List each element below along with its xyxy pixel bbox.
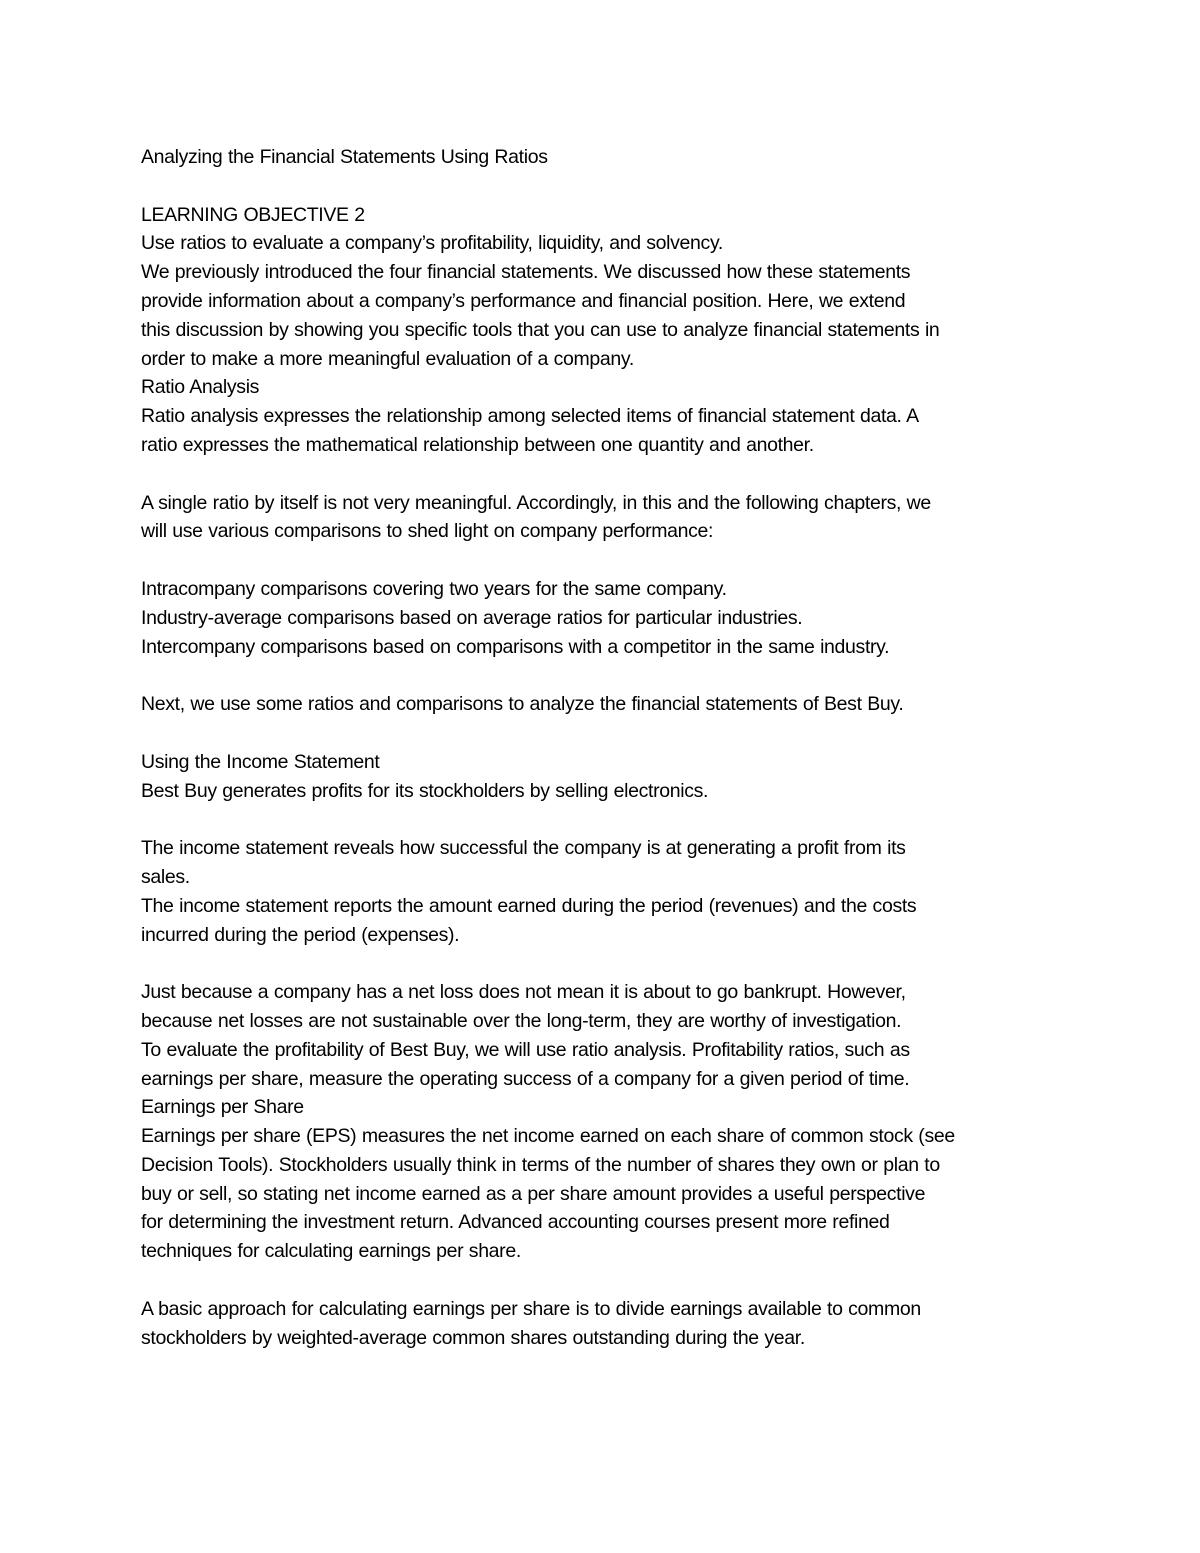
text-line: We previously introduced the four financial statements. We discussed how these statements: [141, 261, 911, 284]
text-line: Just because a company has a net loss does not mean it is about to go bankrupt. However,: [141, 981, 906, 1004]
blank-line: [141, 949, 1076, 978]
comparison-item: Intracompany comparisons covering two years for the same company.: [141, 577, 727, 600]
blank-line: [141, 661, 1076, 690]
text-line: Decision Tools). Stockholders usually think in terms of the number of shares they own or plan to: [141, 1153, 940, 1176]
blank-line: [141, 719, 1076, 748]
section-heading-income-statement: Using the Income Statement: [141, 750, 380, 773]
text-line: Use ratios to evaluate a company’s profitability, liquidity, and solvency.: [141, 232, 723, 255]
text-line: ratio expresses the mathematical relationship between one quantity and another.: [141, 433, 814, 456]
text-line: provide information about a company’s performance and financial position. Here, we extend: [141, 289, 906, 312]
blank-line: [141, 172, 1076, 201]
text-line: To evaluate the profitability of Best Buy, we will use ratio analysis. Profitability ratios, such as: [141, 1038, 910, 1061]
text-line: Best Buy generates profits for its stockholders by selling electronics.: [141, 779, 709, 802]
text-line: buy or sell, so stating net income earned as a per share amount provides a useful perspective: [141, 1182, 926, 1205]
text-line: earnings per share, measure the operating success of a company for a given period of time.: [141, 1067, 910, 1090]
document-title: Analyzing the Financial Statements Using Ratios: [141, 146, 548, 168]
text-line: Next, we use some ratios and comparisons to analyze the financial statements of Best Buy.: [141, 693, 904, 716]
blank-line: [141, 546, 1076, 575]
text-line: The income statement reports the amount earned during the period (revenues) and the costs: [141, 894, 917, 917]
blank-line: [141, 805, 1076, 834]
text-line: Ratio analysis expresses the relationship among selected items of financial statement data. A: [141, 405, 919, 428]
text-line: this discussion by showing you specific tools that you can use to analyze financial statements in: [141, 318, 940, 341]
section-heading-ratio-analysis: Ratio Analysis: [141, 376, 260, 399]
text-line: incurred during the period (expenses).: [141, 923, 460, 946]
text-line: sales.: [141, 865, 190, 888]
text-line: Earnings per share (EPS) measures the net income earned on each share of common stock (see: [141, 1125, 955, 1148]
comparison-item: Industry-average comparisons based on average ratios for particular industries.: [141, 606, 803, 629]
text-line: stockholders by weighted-average common shares outstanding during the year.: [141, 1326, 805, 1349]
text-line: order to make a more meaningful evaluation of a company.: [141, 347, 634, 370]
text-line: A single ratio by itself is not very meaningful. Accordingly, in this and the following chapters, we: [141, 491, 931, 514]
learning-objective-heading: LEARNING OBJECTIVE 2: [141, 203, 365, 226]
text-line: will use various comparisons to shed light on company performance:: [141, 520, 714, 543]
blank-line: [141, 1266, 1076, 1295]
text-line: because net losses are not sustainable over the long-term, they are worthy of investigation.: [141, 1009, 902, 1032]
text-line: for determining the investment return. Advanced accounting courses present more refined: [141, 1211, 890, 1234]
text-line: techniques for calculating earnings per share.: [141, 1240, 521, 1263]
text-line: A basic approach for calculating earnings per share is to divide earnings available to common: [141, 1297, 921, 1320]
document-body: [141, 143, 1076, 1352]
comparison-item: Intercompany comparisons based on comparisons with a competitor in the same industry.: [141, 635, 890, 658]
text-line: The income statement reveals how successful the company is at generating a profit from its: [141, 837, 906, 860]
section-heading-earnings-per-share: Earnings per Share: [141, 1096, 304, 1119]
blank-line: [141, 460, 1076, 489]
